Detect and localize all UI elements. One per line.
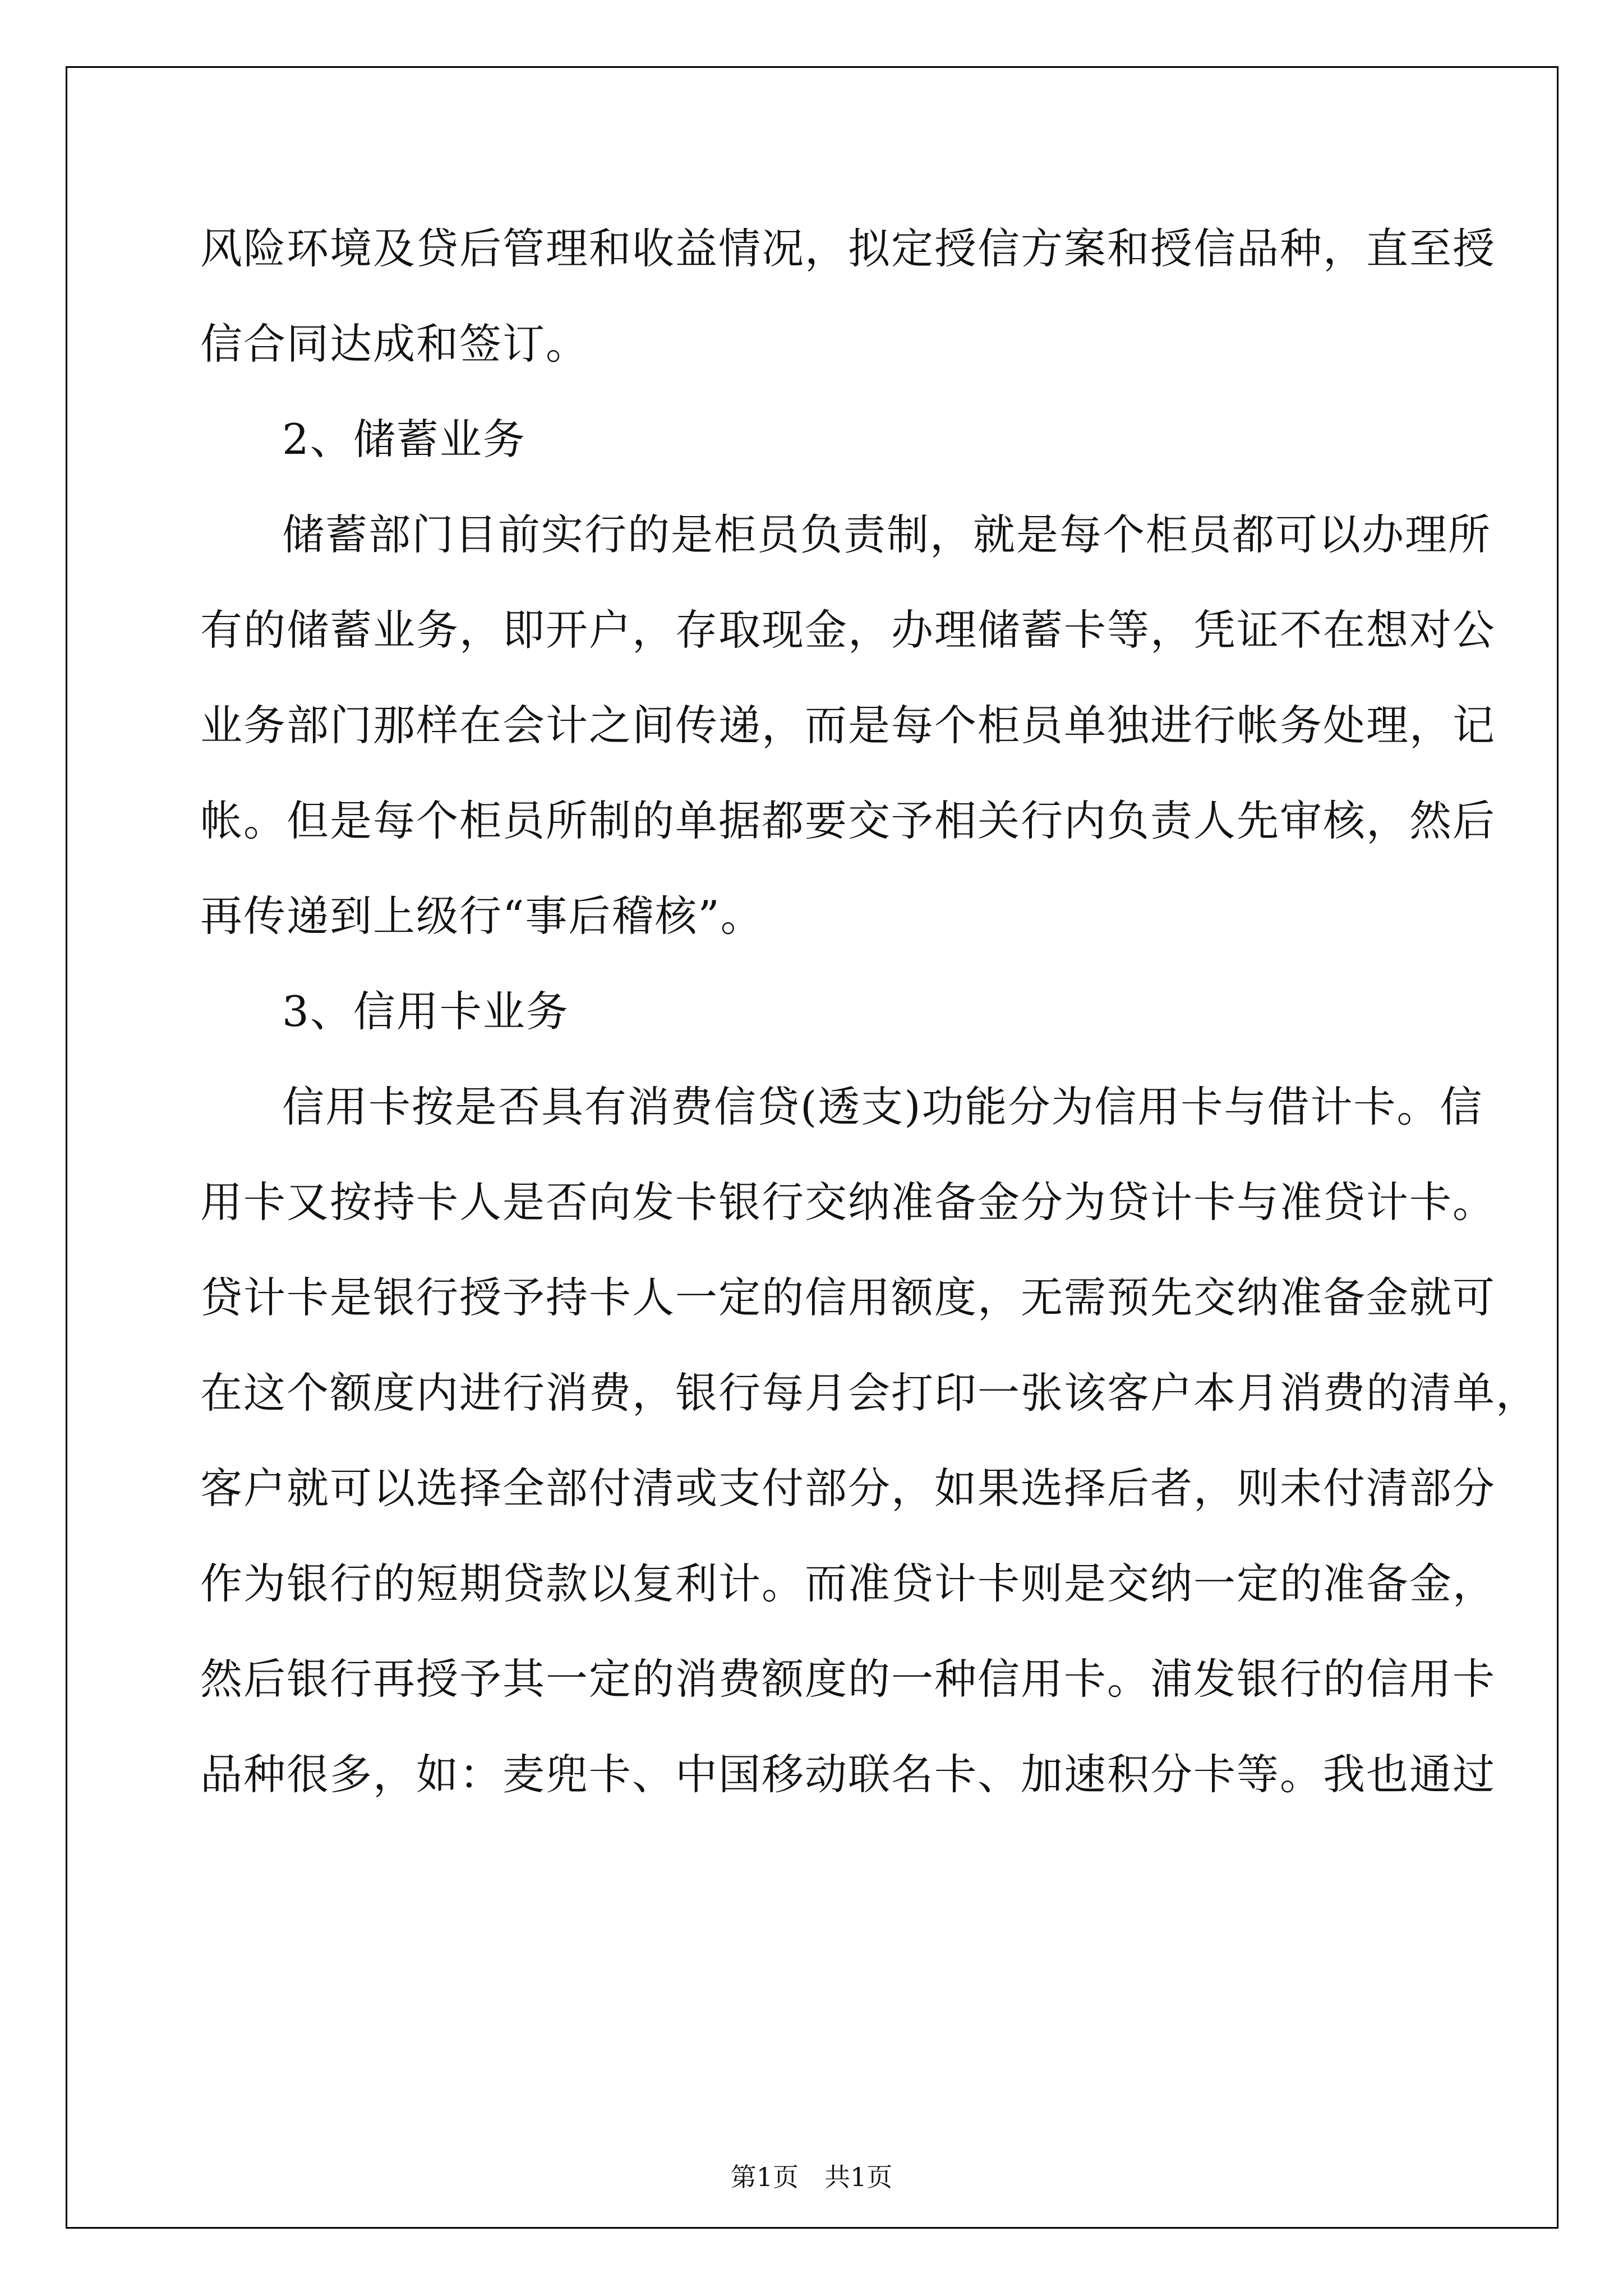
body-text-line: 业务部门那样在会计之间传递，而是每个柜员单独进行帐务处理，记 [200, 701, 1496, 750]
body-text-line: 信用卡按是否具有消费信贷(透支)功能分为信用卡与借计卡。信 [282, 1082, 1483, 1131]
page-border [66, 66, 1559, 2229]
body-text-line: 用卡又按持卡人是否向发卡银行交纳准备金分为贷计卡与准贷计卡。 [200, 1177, 1496, 1227]
body-text-line: 品种很多，如：麦兜卡、中国移动联名卡、加速积分卡等。我也通过 [200, 1750, 1496, 1799]
section-heading: 3、信用卡业务 [282, 987, 569, 1036]
body-text-line: 然后银行再授予其一定的消费额度的一种信用卡。浦发银行的信用卡 [200, 1654, 1496, 1704]
body-text-line: 在这个额度内进行消费，银行每月会打印一张该客户本月消费的清单， [200, 1368, 1539, 1418]
body-text-line: 帐。但是每个柜员所制的单据都要交予相关行内负责人先审核，然后 [200, 796, 1496, 845]
body-text-line: 有的储蓄业务，即开户，存取现金，办理储蓄卡等，凭证不在想对公 [200, 605, 1496, 655]
body-text-line: 贷计卡是银行授予持卡人一定的信用额度，无需预先交纳准备金就可 [200, 1273, 1496, 1322]
body-text-line: 客户就可以选择全部付清或支付部分，如果选择后者，则未付清部分 [200, 1464, 1496, 1513]
body-text-line: 再传递到上级行“事后稽核”。 [200, 891, 764, 941]
body-text-line: 储蓄部门目前实行的是柜员负责制，就是每个柜员都可以办理所 [282, 510, 1492, 559]
page-footer: 第1页 共1页 [730, 2162, 893, 2192]
section-heading: 2、储蓄业务 [282, 415, 526, 464]
body-text-line: 风险环境及贷后管理和收益情况，拟定授信方案和授信品种，直至授 [200, 224, 1496, 273]
body-text-line: 作为银行的短期贷款以复利计。而准贷计卡则是交纳一定的准备金， [200, 1559, 1496, 1608]
body-text-line: 信合同达成和签订。 [200, 319, 589, 369]
